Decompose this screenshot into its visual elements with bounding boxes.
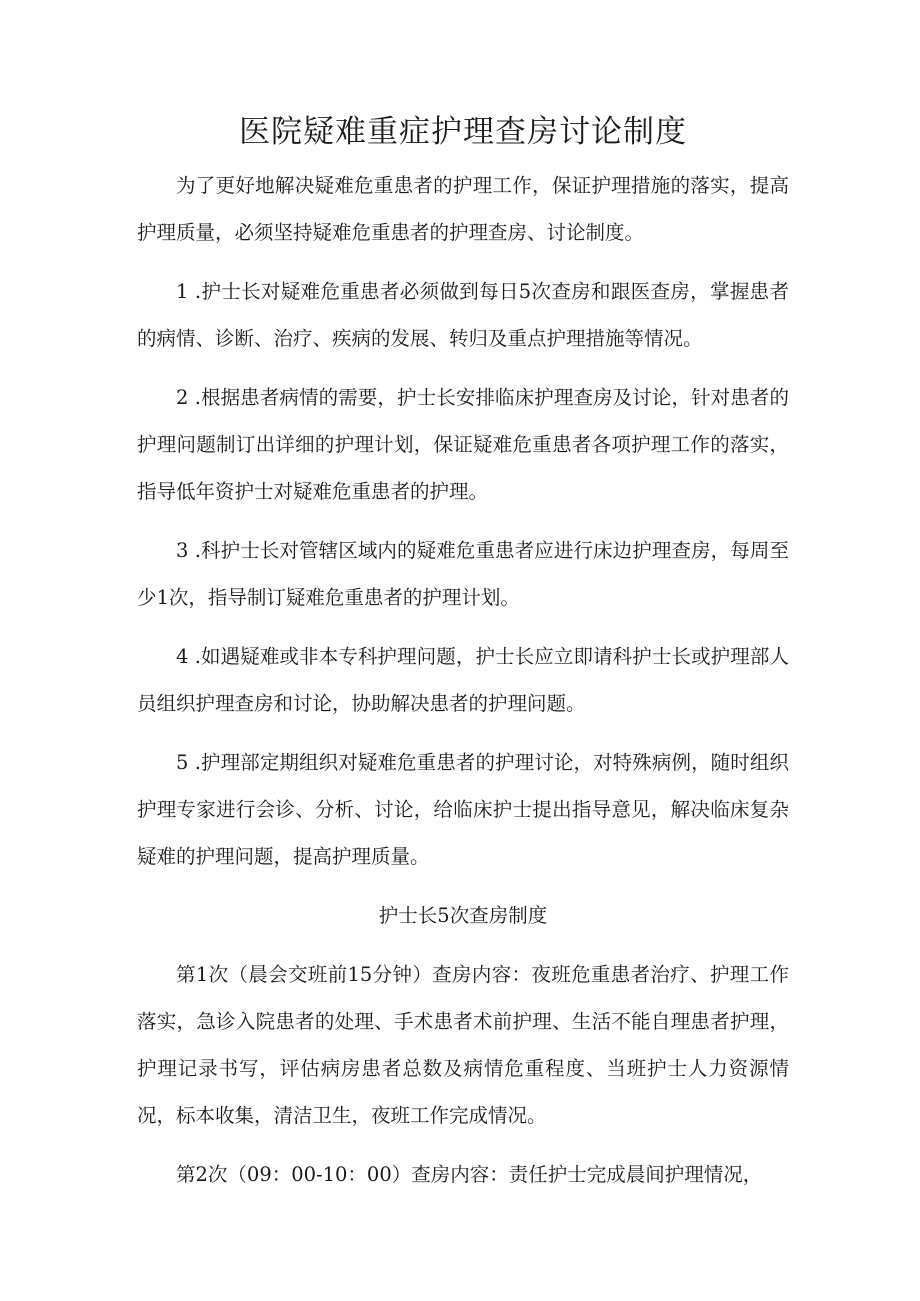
round-2-paragraph: 第2次（09：00-10：00）查房内容：责任护士完成晨间护理情况，	[176, 1163, 763, 1186]
rule-item-3: 3 .科护士长对管辖区域内的疑难危重患者应进行床边护理查房，每周至少1次，指导制订疑难危重患者的护理计划。	[137, 539, 789, 609]
rule-item-2: 2 .根据患者病情的需要，护士长安排临床护理查房及讨论，针对患者的护理问题制订出详细的护理计划，保证疑难危重患者各项护理工作的落实，指导低年资护士对疑难危重患者的护理。	[137, 386, 789, 503]
rule-item-4: 4 .如遇疑难或非本专科护理问题，护士长应立即请科护士长或护理部人员组织护理查房和讨论，协助解决患者的护理问题。	[137, 645, 789, 715]
rule-item-1: 1 .护士长对疑难危重患者必须做到每日5次查房和跟医查房，掌握患者的病情、诊断、治疗、疾病的发展、转归及重点护理措施等情况。	[137, 280, 789, 350]
round-1-paragraph: 第1次（晨会交班前15分钟）查房内容：夜班危重患者治疗、护理工作落实，急诊入院患者的处理、手术患者术前护理、生活不能自理患者护理，护理记录书写，评估病房患者总数及病情危重程度、当班护士人力资源情况，标本收集，清洁卫生，夜班工作完成情况。	[137, 963, 789, 1127]
intro-paragraph: 为了更好地解决疑难危重患者的护理工作，保证护理措施的落实，提高护理质量，必须坚持疑难危重患者的护理查房、讨论制度。	[137, 174, 789, 244]
section-subtitle: 护士长5次查房制度	[378, 904, 548, 927]
rule-item-5: 5 .护理部定期组织对疑难危重患者的护理讨论，对特殊病例，随时组织护理专家进行会诊、分析、讨论，给临床护士提出指导意见，解决临床复杂疑难的护理问题，提高护理质量。	[137, 751, 789, 868]
document-title: 医院疑难重症护理查房讨论制度	[239, 114, 687, 150]
document-body	[137, 162, 789, 1210]
